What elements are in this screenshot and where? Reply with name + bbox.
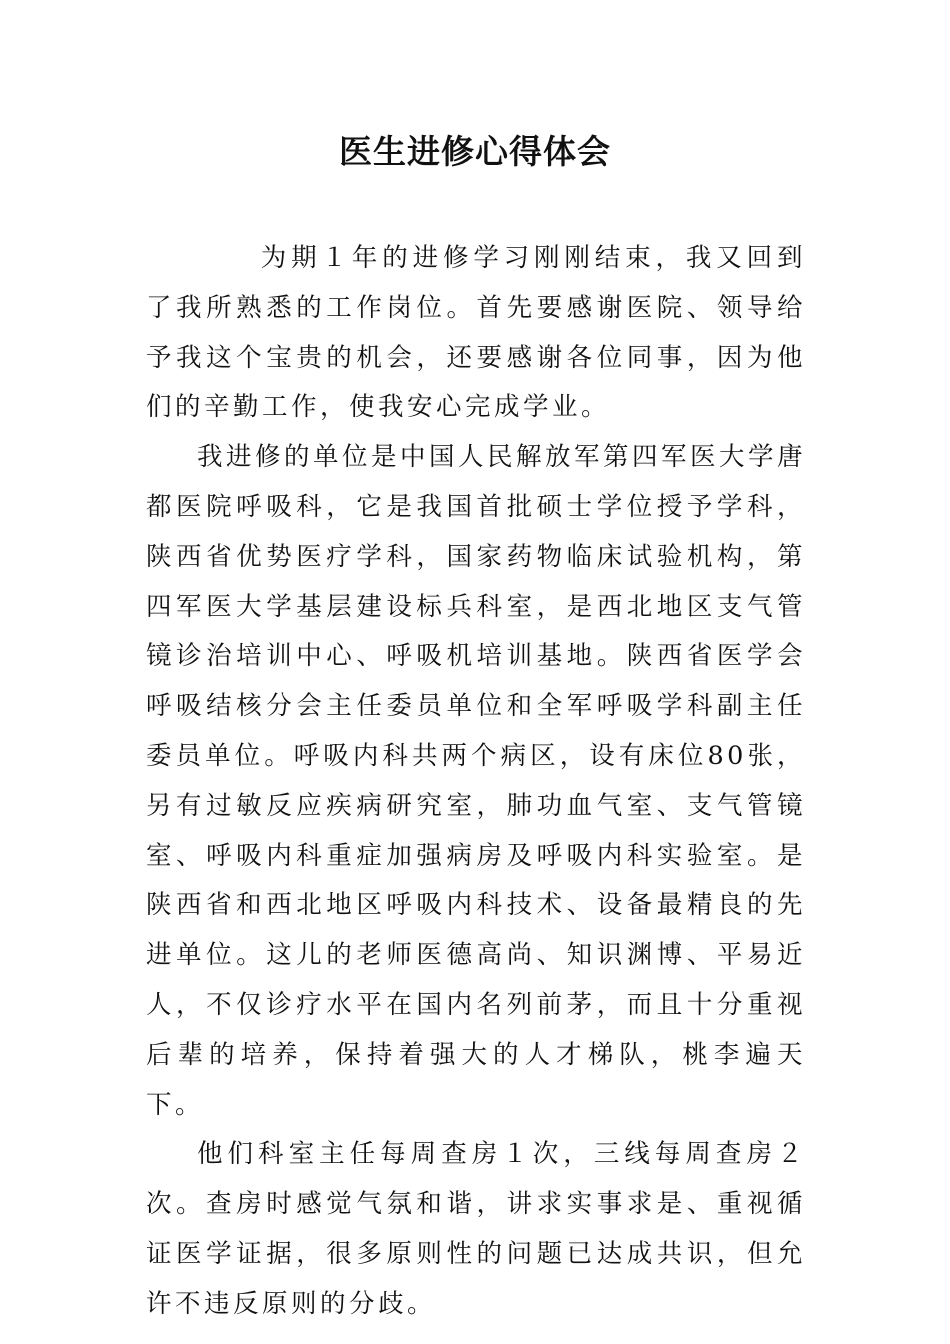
paragraph-3: 他们科室主任每周查房１次，三线每周查房２次。查房时感觉气氛和谐，讲求实事求是、重视循证医学证据，很多原则性的问题已达成共识，但允许不违反原则的分歧。 bbox=[146, 1139, 806, 1319]
document-title: 医生进修心得体会 bbox=[339, 132, 611, 171]
document-body bbox=[146, 234, 806, 1330]
paragraph-1: 为期１年的进修学习刚刚结束，我又回到了我所熟悉的工作岗位。首先要感谢医院、领导给予我这个宝贵的机会，还要感谢各位同事，因为他们的辛勤工作，使我安心完成学业。 bbox=[146, 243, 806, 423]
paragraph-2: 我进修的单位是中国人民解放军第四军医大学唐都医院呼吸科，它是我国首批硕士学位授予学科，陕西省优势医疗学科，国家药物临床试验机构，第四军医大学基层建设标兵科室，是西北地区支气管镜诊治培训中心、呼吸机培训基地。陕西省医学会呼吸结核分会主任委员单位和全军呼吸学科副主任委员单位。呼吸内科共两个病区，设有床位80张，另有过敏反应疾病研究室，肺功血气室、支气管镜室、呼吸内科重症加强病房及呼吸内科实验室。是陕西省和西北地区呼吸内科技术、设备最精良的先进单位。这儿的老师医德高尚、知识渊博、平易近人，不仅诊疗水平在国内名列前茅，而且十分重视后辈的培养，保持着强大的人才梯队，桃李遍天下。 bbox=[146, 442, 807, 1120]
